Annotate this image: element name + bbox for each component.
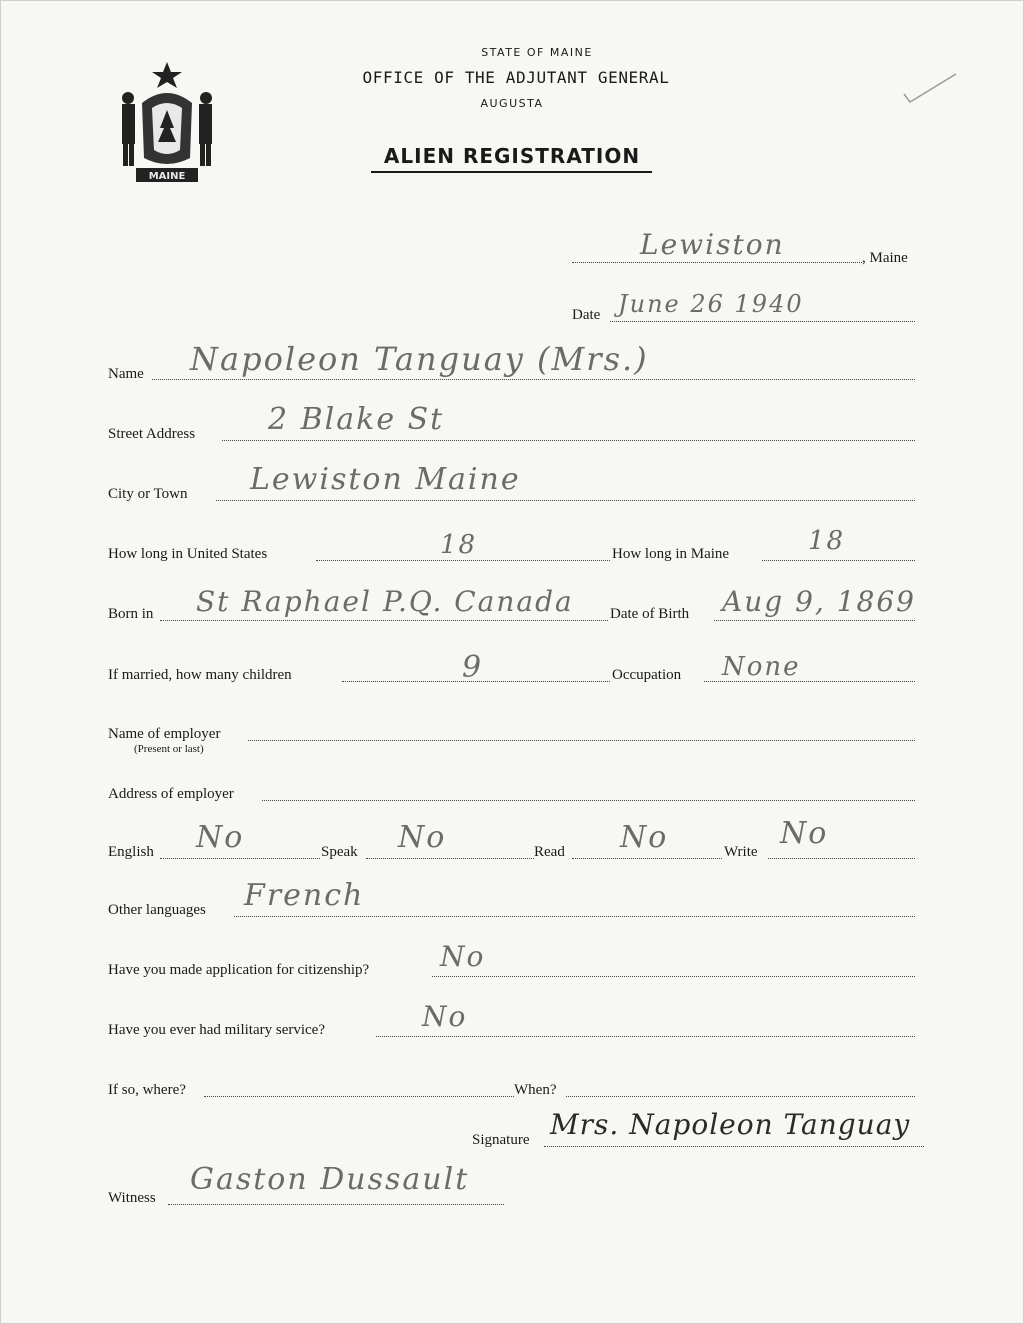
- name-line: [152, 379, 915, 380]
- street-label: Street Address: [108, 426, 196, 442]
- children-value: 9: [462, 650, 484, 685]
- us-label: How long in United States: [108, 546, 268, 562]
- citizenship-label: Have you made application for citizenship?: [108, 962, 370, 978]
- office-heading: OFFICE OF THE ADJUTANT GENERAL: [362, 68, 670, 87]
- write-value: No: [780, 816, 829, 851]
- date-value: June 26 1940: [618, 290, 804, 318]
- employer-label: Name of employer: [108, 726, 221, 742]
- occupation-label: Occupation: [612, 667, 682, 683]
- speak-line: [366, 858, 534, 859]
- title-underline: [371, 171, 652, 173]
- maine-value: 18: [808, 526, 846, 556]
- maine-line: [762, 560, 915, 561]
- dob-label: Date of Birth: [610, 606, 690, 622]
- street-line: [222, 440, 915, 441]
- born-line: [160, 620, 608, 621]
- children-label: If married, how many children: [108, 667, 292, 683]
- place-line: [572, 262, 862, 263]
- form-title: ALIEN REGISTRATION: [383, 144, 641, 168]
- english-line: [160, 858, 320, 859]
- employer-line: [248, 740, 915, 741]
- other-lang-label: Other languages: [108, 902, 206, 918]
- employer-address-label: Address of employer: [108, 786, 234, 802]
- city-value: Lewiston Maine: [250, 462, 521, 497]
- employer-address-line: [262, 800, 915, 801]
- citizenship-value: No: [440, 940, 486, 973]
- military-value: No: [422, 1000, 468, 1033]
- english-label: English: [108, 844, 154, 860]
- read-value: No: [620, 820, 669, 855]
- name-value: Napoleon Tanguay (Mrs.): [190, 340, 649, 378]
- city-label: City or Town: [108, 486, 188, 502]
- where-label: If so, where?: [108, 1082, 186, 1098]
- when-label: When?: [514, 1082, 557, 1098]
- when-line: [566, 1096, 915, 1097]
- name-label: Name: [108, 366, 144, 382]
- signature-label: Signature: [472, 1132, 530, 1148]
- city-line: [216, 500, 915, 501]
- signature-line: [544, 1146, 924, 1147]
- other-lang-value: French: [244, 878, 365, 913]
- us-value: 18: [440, 530, 478, 560]
- dob-value: Aug 9, 1869: [722, 585, 916, 618]
- city-heading: AUGUSTA: [480, 97, 544, 110]
- witness-value: Gaston Dussault: [190, 1162, 470, 1197]
- other-lang-line: [234, 916, 915, 917]
- speak-value: No: [398, 820, 447, 855]
- witness-label: Witness: [108, 1190, 156, 1206]
- born-value: St Raphael P.Q. Canada: [196, 585, 574, 618]
- military-line: [376, 1036, 915, 1037]
- signature-value: Mrs. Napoleon Tanguay: [550, 1108, 911, 1141]
- english-value: No: [196, 820, 245, 855]
- state-heading: STATE OF MAINE: [481, 46, 593, 59]
- seal-text: MAINE: [148, 171, 186, 182]
- dob-line: [714, 620, 915, 621]
- speak-label: Speak: [321, 844, 358, 860]
- read-label: Read: [534, 844, 565, 860]
- citizenship-line: [432, 976, 915, 977]
- maine-label: How long in Maine: [612, 546, 730, 562]
- place-suffix-label: , Maine: [862, 250, 908, 266]
- date-line: [610, 321, 915, 322]
- street-value: 2 Blake St: [268, 402, 445, 437]
- witness-line: [168, 1204, 504, 1205]
- write-line: [768, 858, 915, 859]
- born-label: Born in: [108, 606, 154, 622]
- read-line: [572, 858, 722, 859]
- us-line: [316, 560, 610, 561]
- write-label: Write: [724, 844, 758, 860]
- employer-sublabel: (Present or last): [134, 743, 204, 755]
- military-label: Have you ever had military service?: [108, 1022, 325, 1038]
- place-value: Lewiston: [640, 228, 785, 261]
- occupation-value: None: [722, 652, 801, 682]
- date-label: Date: [572, 307, 601, 323]
- where-line: [204, 1096, 514, 1097]
